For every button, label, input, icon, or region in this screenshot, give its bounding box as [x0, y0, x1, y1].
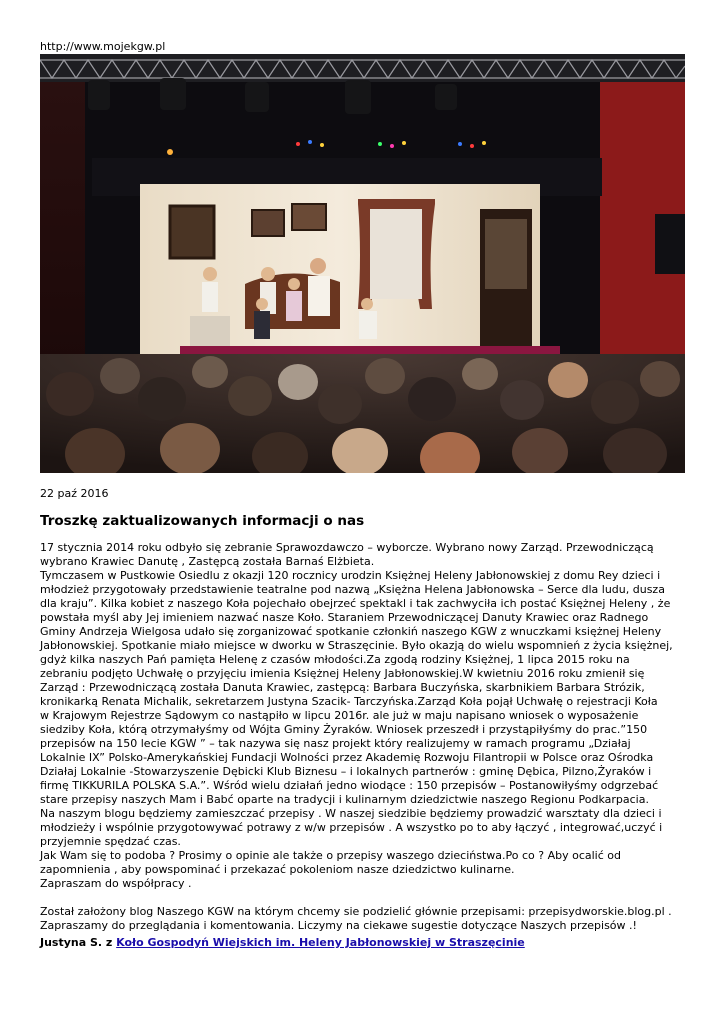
- paragraph-2: [40, 905, 690, 933]
- post-body: [40, 541, 690, 933]
- post-title: Troszkę zaktualizowanych informacji o nas: [40, 513, 365, 529]
- paragraph-1: [40, 541, 690, 891]
- text-line: w Krajowym Rejestrze Sądowym co nastąpiło w lipcu 2016r. ale już w maju napisano wniosek o wyposażenie: [40, 709, 639, 722]
- text-line: firmę TIKKURILA POLSKA S.A.”. Wśród wielu działań jedno wiodące : 150 przepisów – Postanowiłyśmy odgrzebać: [40, 779, 659, 792]
- text-line: młodzieży i wspólnie przygotowywać potrawy z w/w przepisów . A wszystko po to aby łączyć , integrować,uczyć i: [40, 821, 663, 834]
- text-line: Zarząd : Przewodniczącą została Danuta Krawiec, zastępcą: Barbara Buczyńska, skarbnikiem Barbara Strózik,: [40, 681, 645, 694]
- text-line: wybrano Krawiec Danutę , Zastępcą została Barnaś Elżbieta.: [40, 555, 375, 568]
- text-line: Został założony blog Naszego KGW na którym chcemy sie podzielić głównie przepisami: przepisydworskie.blog.pl .: [40, 905, 672, 918]
- author-signature: [40, 936, 525, 949]
- text-line: zapomnienia , aby powspominać i przekazać pokoleniom nasze dziedzictwo kulinarne.: [40, 863, 515, 876]
- text-line: kronikarką Renata Michalik, sekretarzem Justyna Szacik- Tarczyńska.Zarząd Koła pojął Uchwałę o rejestracji Koła: [40, 695, 658, 708]
- text-line: powstała myśl aby Jej imieniem nazwać nasze Koło. Staraniem Przewodniczącej Danuty Krawiec oraz Radnego: [40, 611, 649, 624]
- text-line: Jabłonowskiej. Spotkanie miało miejsce w dworku w Straszęcinie. Było okazją do wielu wspomnień z życia księżnej,: [40, 639, 673, 652]
- author-name: Justyna S. z: [40, 936, 117, 949]
- post-date: 22 paź 2016: [40, 487, 109, 500]
- text-line: Jak Wam się to podoba ? Prosimy o opinie ale także o przepisy waszego dzieciństwa.Po co ? Aby ocalić od: [40, 849, 621, 862]
- text-line: Tymczasem w Pustkowie Osiedlu z okazji 120 rocznicy urodzin Księżnej Heleny Jabłonowskiej z domu Rey dzieci i: [40, 569, 661, 582]
- text-line: gdyż kilka naszych Pań pamięta Helenę z czasów młodości.Za zgodą rodziny Księżnej, 1 lipca 2015 roku na: [40, 653, 630, 666]
- text-line: młodzież przygotowały przedstawienie teatralne pod nazwą „Księżna Helena Jabłonowska – Serce dla ludu, dusza: [40, 583, 665, 596]
- text-line: Zapraszam do współpracy .: [40, 877, 192, 890]
- paragraph-gap: [40, 891, 690, 905]
- text-line: Działaj Lokalnie -Stowarzyszenie Dębicki Klub Biznesu – i lokalnych partnerów : gminę Dębica, Pilzno,Żyraków i: [40, 765, 652, 778]
- text-line: stare przepisy naszych Mam i Babć oparte na tradycji i kulinarnym dziedzictwie naszego Regionu Podkarpacia.: [40, 793, 649, 806]
- text-line: Gminy Andrzeja Wielgosa udało się zorganizować spotkanie członkiń naszego KGW z wnuczkami księżnej Heleny: [40, 625, 662, 638]
- organization-link[interactable]: Koło Gospodyń Wiejskich im. Heleny Jabłonowskiej w Straszęcinie: [116, 936, 525, 949]
- text-line: przyjemnie spędzać czas.: [40, 835, 181, 848]
- text-line: dla kraju”. Kilka kobiet z naszego Koła pojechało obejrzeć spektakl i tak zachwyciła ich postać Księżnej Heleny , że: [40, 597, 671, 610]
- theatre-stage-photo: [40, 54, 685, 473]
- text-line: siedziby Koła, którą otrzymałyśmy od Wójta Gminy Żyraków. Wniosek przeszedł i przystąpiłyśmy do prac.”150: [40, 723, 648, 736]
- source-url: http://www.mojekgw.pl: [40, 40, 166, 53]
- text-line: Na naszym blogu będziemy zamieszczać przepisy . W naszej siedzibie będziemy prowadzić warsztaty dla dzieci i: [40, 807, 662, 820]
- text-line: 17 stycznia 2014 roku odbyło się zebranie Sprawozdawczo – wyborcze. Wybrano nowy Zarząd. Przewodniczącą: [40, 541, 654, 554]
- text-line: Zapraszamy do przeglądania i komentowania. Liczymy na ciekawe sugestie dotyczące Naszych przepisów .!: [40, 919, 637, 932]
- text-line: przepisów na 150 lecie KGW ” – tak nazywa się nasz projekt który realizujemy w ramach programu „Działaj: [40, 737, 631, 750]
- text-line: zebraniu podjęto Uchwałę o przyjęciu imienia Księżnej Heleny Jabłonowskiej.W kwietniu 2016 roku zmienił się: [40, 667, 645, 680]
- text-line: Lokalnie IX” Polsko-Amerykańskiej Fundacji Wolności przez Akademię Rozwoju Filantropii w Polsce oraz Ośrodka: [40, 751, 654, 764]
